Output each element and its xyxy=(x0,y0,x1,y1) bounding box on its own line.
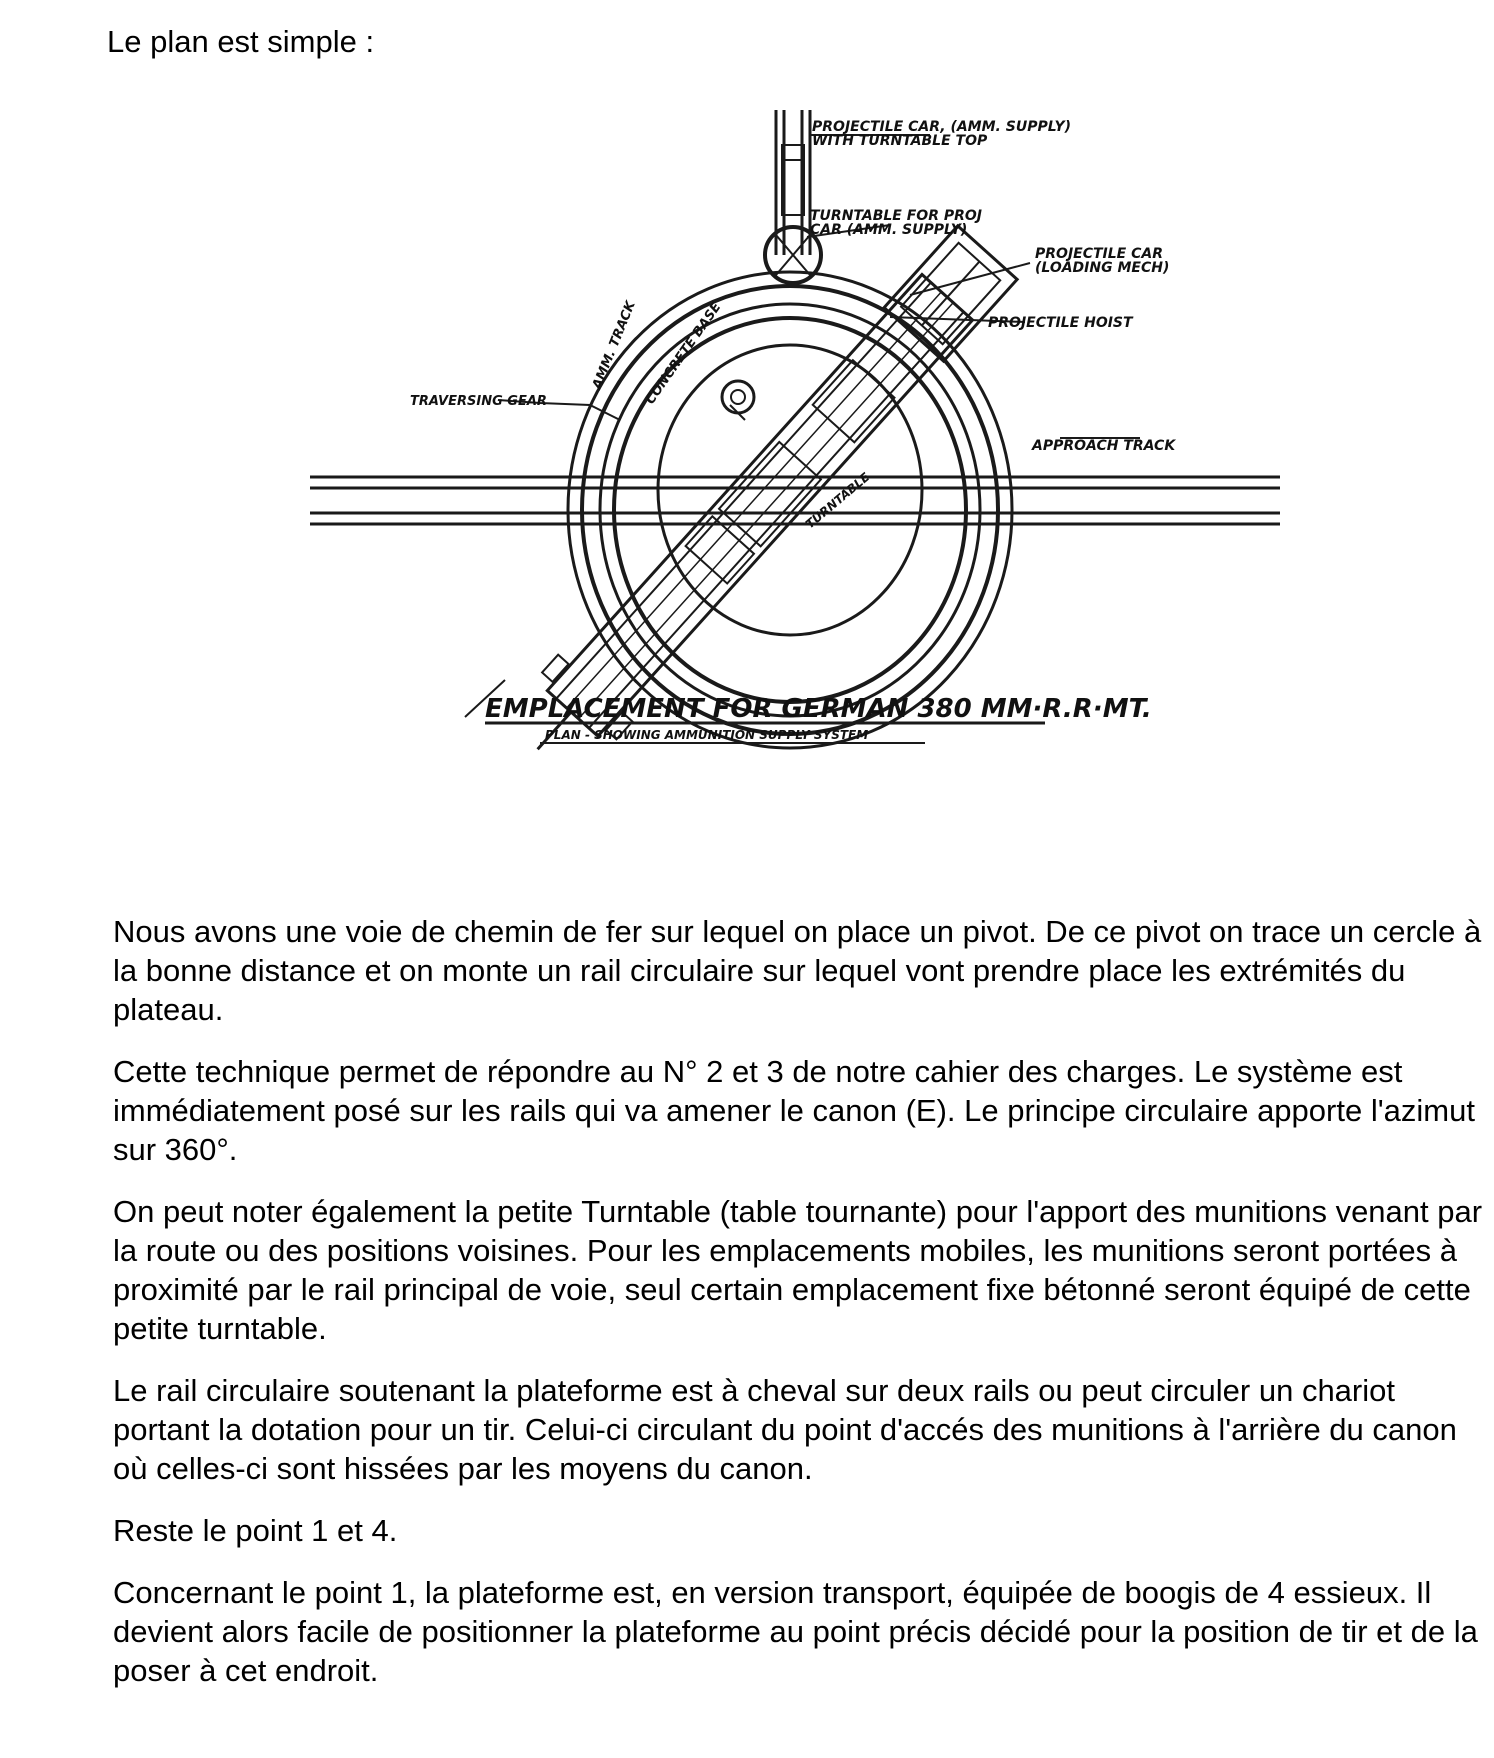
paragraph-4: Le rail circulaire soutenant la plateforme est à cheval sur deux rails ou peut circuler un chariot portant la dotation pour un tir. Celui-ci circulant du point d'accés des munitions à l'arrière du canon où celles-ci sont hissées par les moyens du canon. xyxy=(113,1373,1457,1486)
label-turntable-proj-1: TURNTABLE FOR PROJ xyxy=(810,208,983,224)
label-projectile-hoist: PROJECTILE HOIST xyxy=(988,315,1133,331)
paragraph-3: On peut noter également la petite Turntable (table tournante) pour l'apport des munitions venant par la route ou des positions voisines. Pour les emplacements mobiles, les munitions seront portées à proximité par le rail principal de voie, seul certain emplacement fixe bétonné seront équipé de cette petite turntable. xyxy=(113,1194,1483,1346)
figure-subtitle: PLAN - SHOWING AMMUNITION SUPPLY SYSTEM xyxy=(545,728,869,742)
label-proj-car-supply-1: PROJECTILE CAR, (AMM. SUPPLY) xyxy=(812,119,1071,135)
concrete-base-circle xyxy=(658,345,922,635)
pivot xyxy=(722,381,754,420)
label-proj-car-supply-2: WITH TURNTABLE TOP xyxy=(812,133,988,149)
label-turntable-proj-2: CAR (AMM. SUPPLY) xyxy=(810,222,968,238)
label-approach-track: APPROACH TRACK xyxy=(1032,438,1176,454)
paragraph-6: Concernant le point 1, la plateforme est, en version transport, équipée de boogis de 4 essieux. Il devient alors facile de positionner la plateforme au point précis décidé pour la position de tir et de la poser à cet endroit. xyxy=(113,1575,1478,1688)
paragraph-5: Reste le point 1 et 4. xyxy=(113,1513,398,1548)
label-amm-track: AMM. TRACK xyxy=(589,299,639,392)
paragraph-2: Cette technique permet de répondre au N° 2 et 3 de notre cahier des charges. Le système est immédiatement posé sur les rails qui va amener le canon (E). Le principe circulaire apporte l'azimut sur 360°. xyxy=(113,1054,1475,1167)
label-traversing-gear: TRAVERSING GEAR xyxy=(410,394,547,409)
label-concrete-base: CONCRETE BASE xyxy=(642,300,725,408)
plan-svg xyxy=(290,105,1290,845)
figure-title: EMPLACEMENT FOR GERMAN 380 MM·R.R·MT. xyxy=(485,694,1152,724)
body-text xyxy=(113,912,1483,1713)
label-proj-car-loading-2: (LOADING MECH) xyxy=(1035,260,1170,276)
emplacement-plan-drawing xyxy=(290,105,1290,845)
supply-track xyxy=(776,110,810,255)
label-turntable: TURNTABLE xyxy=(802,469,873,532)
paragraph-1: Nous avons une voie de chemin de fer sur lequel on place un pivot. De ce pivot on trace un cercle à la bonne distance et on monte un rail circulaire sur lequel vont prendre place les extrémités du plateau. xyxy=(113,914,1482,1027)
label-proj-car-loading-1: PROJECTILE CAR xyxy=(1035,246,1163,262)
intro-text: Le plan est simple : xyxy=(107,24,375,59)
